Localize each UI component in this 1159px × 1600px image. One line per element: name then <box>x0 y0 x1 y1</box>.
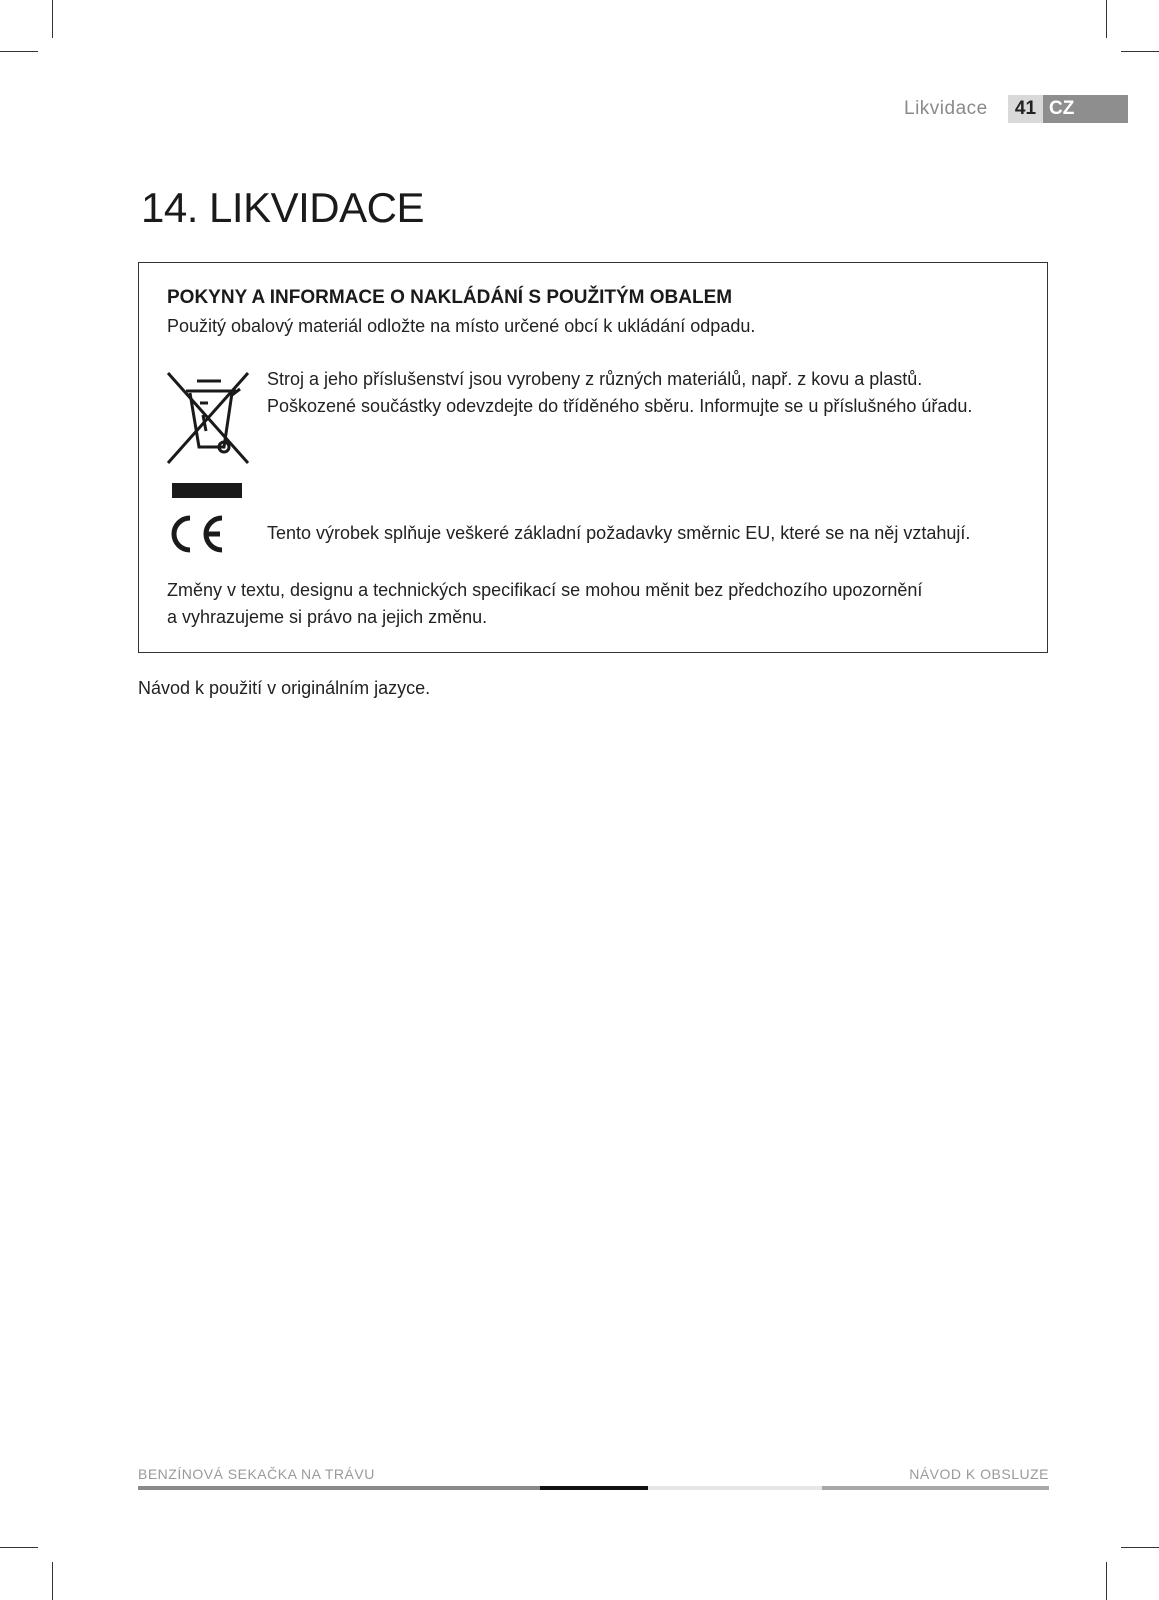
disposal-text-line-1: Stroj a jeho příslušenství jsou vyrobeny z různých materiálů, např. z kovu a plastů. <box>267 369 923 389</box>
crop-mark <box>1121 1547 1159 1548</box>
crop-mark <box>1121 51 1159 52</box>
chapter-title: 14. LIKVIDACE <box>141 184 424 231</box>
crop-mark <box>52 0 53 38</box>
box-heading: POKYNY A INFORMACE O NAKLÁDÁNÍ S POUŽITÝM OBALEM <box>167 287 733 308</box>
changes-text-line-2: a vyhrazujeme si právo na jejich změnu. <box>167 607 488 627</box>
language-tag: CZ <box>1043 95 1128 123</box>
footer-bar-segment <box>648 1486 822 1490</box>
packaging-text: Použitý obalový materiál odložte na místo určené obcí k ukládání odpadu. <box>167 316 756 336</box>
page-number: 41 <box>1008 95 1043 123</box>
crop-mark <box>0 1547 38 1548</box>
crossed-out-wheelie-bin-icon <box>166 371 252 504</box>
disposal-text-line-2: Poškozené součástky odevzdejte do tříděného sběru. Informujte se u příslušného úřadu. <box>267 396 973 416</box>
ce-mark-icon <box>166 515 228 558</box>
footer-document-type: NÁVOD K OBSLUZE <box>909 1466 1049 1482</box>
ce-compliance-text: Tento výrobek splňuje veškeré základní požadavky směrnic EU, které se na něj vztahují. <box>267 523 971 543</box>
footer-bar-segment <box>540 1486 648 1490</box>
original-language-note: Návod k použití v originálním jazyce. <box>138 678 431 698</box>
crop-mark <box>1106 0 1107 38</box>
footer-product-name: BENZÍNOVÁ SEKAČKA NA TRÁVU <box>138 1466 375 1482</box>
info-box <box>138 262 1048 653</box>
footer-bar-segment <box>822 1486 1049 1490</box>
header-section-title: Likvidace <box>904 98 988 119</box>
crop-mark <box>0 51 38 52</box>
crop-mark <box>52 1562 53 1600</box>
footer-bar-segment <box>138 1486 540 1490</box>
changes-text-line-1: Změny v textu, designu a technických specifikací se mohou měnit bez předchozího upozornění <box>167 580 923 600</box>
crop-mark <box>1106 1562 1107 1600</box>
